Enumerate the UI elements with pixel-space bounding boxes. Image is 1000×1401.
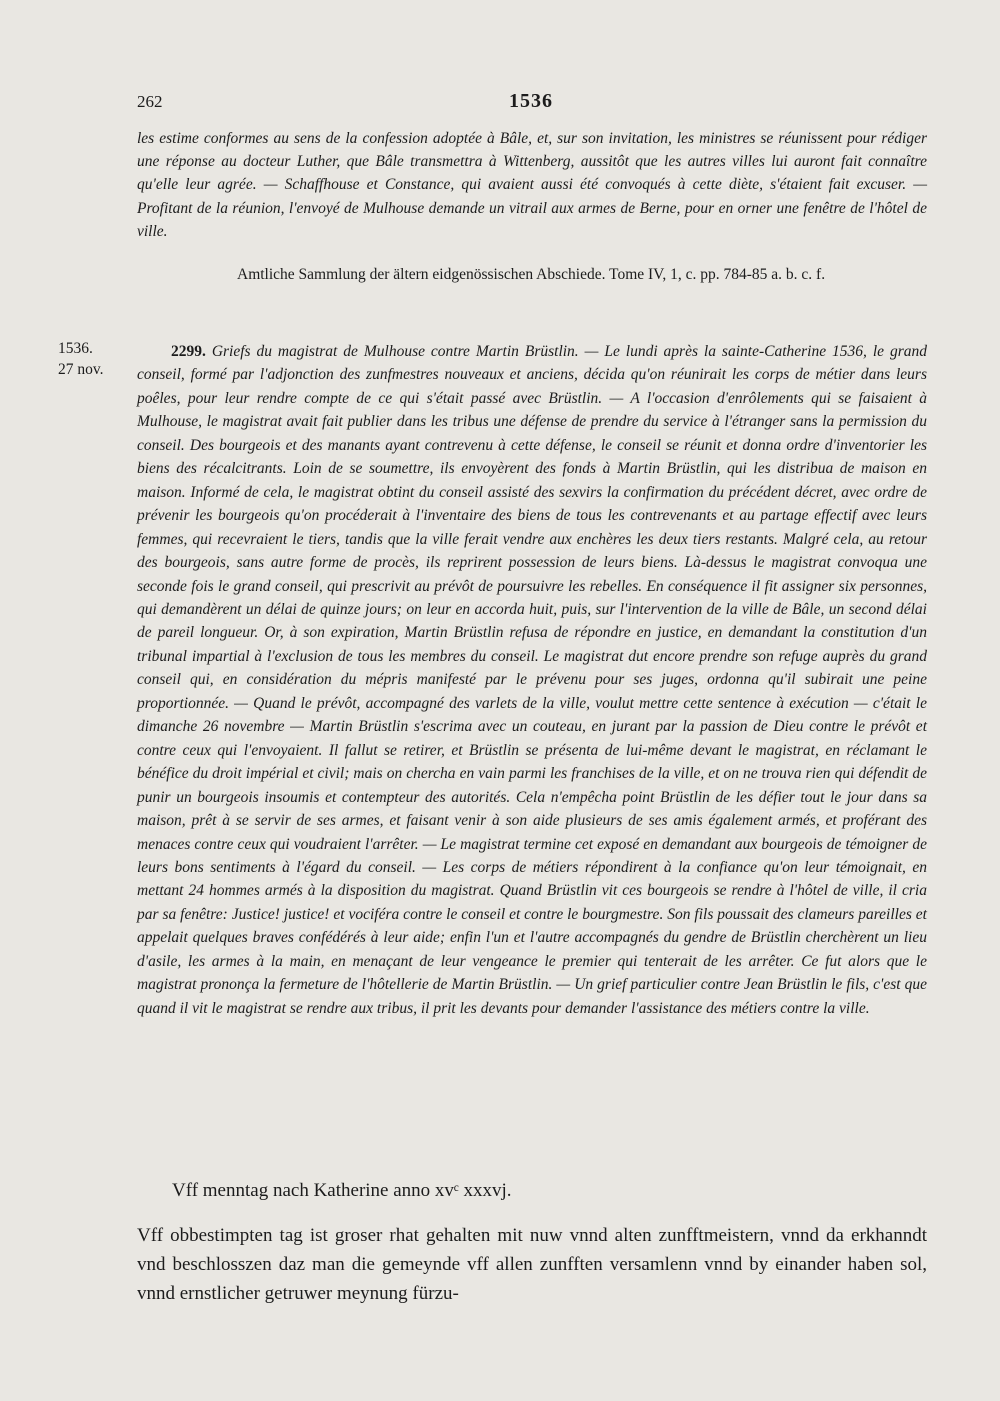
margin-date-year: 1536. (58, 340, 93, 357)
margin-date-day: 27 nov. (58, 361, 104, 378)
german-heading: Vff menntag nach Katherine anno xvᶜ xxxvj. (172, 1180, 512, 1201)
entry-text: Griefs du magistrat de Mulhouse contre Martin Brüstlin. — Le lundi après la sainte-Catherine 1536, le grand conseil, formé par l'adjonction des zunfmestres nouveaux et anciens, décida qu'on réunirait les corps de métier dans leurs poêles, pour leur rendre compte de ce qui s'était passé avec Brüstlin. — A l'occasion d'enrôlements qui se faisaient à Mulhouse, le magistrat avait fait publier dans les tribus une défense de prendre du service à l'étranger sans la permission du conseil. Des bourgeois et des manants ayant contrevenu à cette défense, le conseil se réunit et donna ordre d'inventorier les biens des récalcitrants. Loin de se soumettre, ils envoyèrent des fonds à Martin Brüstlin, qui les distribua de maison en maison. Informé de cela, le magistrat obtint du conseil assisté des sexvirs la confirmation du précédent décret, avec ordre de prévenir les bourgeois qu'on procéderait à l'inventaire des biens de tous les contrevenants et au partage effectif avec leurs femmes, qui recevraient le tiers, tandis que la ville ferait vendre aux enchères les deux tiers restants. Malgré cela, au retour des bourgeois, sans autre forme de procès, ils reprirent possession de leurs biens. Là-dessus le magistrat convoqua une seconde fois le grand conseil, qui prescrivit au prévôt de poursuivre les rebelles. En conséquence il fit assigner six personnes, qui demandèrent un délai de quinze jours; on leur en accorda huit, puis, sur l'intervention de la ville de Bâle, un second délai de pareil longueur. Or, à son expiration, Martin Brüstlin refusa de répondre en justice, en demandant la constitution d'un tribunal impartial à l'exclusion de tous les membres du conseil. Le magistrat dut encore prendre son refuge auprès du grand conseil qui, en considération du mépris manifesté par le prévenu pour ses juges, ordonna qu'il subirait une peine proportionnée. — Quand le prévôt, accompagné des varlets de la ville, voulut mettre cette sentence à exécution — c'était le dimanche 26 novembre — Martin Brüstlin s'escrima avec un couteau, en jurant par la passion de Dieu contre le prévôt et contre ceux qui l'envoyaient. Il fallut se retirer, et Brüstlin se présenta de lui-même devant le magistrat, en réclamant le bénéfice du droit impérial et civil; mais on chercha en vain parmi les franchises de la ville, et on ne trouva rien qui défendit de punir un bourgeois insoumis et contempteur des autorités. Cela n'empêcha point Brüstlin de les défier tout le jour dans sa maison, prêt à se servir de ses armes, et faisant venir à son aide plusieurs de ses amis également armés, et proférant des menaces contre ceux qui voudraient l'arrêter. — Le magistrat termine cet exposé en demandant aux bourgeois de témoigner de leurs bons sentiments à l'égard du conseil. — Les corps de métiers répondirent à la confiance qu'on leur témoignait, en mettant 24 hommes armés à la disposition du magistrat. Quand Brüstlin vit ces bourgeois se rendre à l'hôtel de ville, il cria par sa fenêtre: Justice! justice! et vociféra contre le conseil et contre le bourgmestre. Son fils poussait des clameurs pareilles et appelait quelques braves confédérés à leur aide; enfin l'un et l'autre accompagnés du gendre de Brüstlin cherchèrent un lieu d'asile, les armes à la main, en menaçant de leur vengeance le premier qui tenterait de les arrêter. Ce fut alors que le magistrat prononça la fermeture de l'hôtellerie de Martin Brüstlin. — Un grief particulier contre Jean Brüstlin le fils, c'est que quand il vit le magistrat se rendre aux tribus, il prit les devants pour demander l'assistance des métiers contre la ville. (137, 343, 927, 1017)
intro-paragraph: les estime conformes au sens de la confession adoptée à Bâle, et, sur son invitation, les ministres se réunissent pour rédiger une réponse au docteur Luther, que Bâle transmettra à Wittenberg, aussitôt que les autres villes lui auront fait connaître qu'elle leur agrée. — Schaffhouse et Constance, qui avaient aussi été convoqués à cette diète, s'étaient fait excuser. — Profitant de la réunion, l'envoyé de Mulhouse demande un vitrail aux armes de Berne, pour en orner une fenêtre de l'hôtel de ville. (137, 130, 927, 240)
source-citation: Amtliche Sammlung der ältern eidgenössischen Abschiede. Tome IV, 1, c. pp. 784-85 a. b. c. f. (237, 266, 826, 283)
entry-number: 2299. (171, 343, 206, 360)
page-number: 262 (137, 92, 163, 111)
running-title-year: 1536 (509, 90, 553, 112)
german-paragraph: Vff obbestimpten tag ist groser rhat gehalten mit nuw vnnd alten zunfftmeistern, vnnd da erkhanndt vnd beschlosszen daz man die gemeynde vff allen zunfften versamlenn vnnd by einander haben sol, vnnd ernstlicher getruwer meynung fürzu- (137, 1225, 927, 1304)
entry-2299 (137, 340, 927, 1020)
page-header (137, 92, 927, 122)
margin-date (58, 338, 104, 380)
